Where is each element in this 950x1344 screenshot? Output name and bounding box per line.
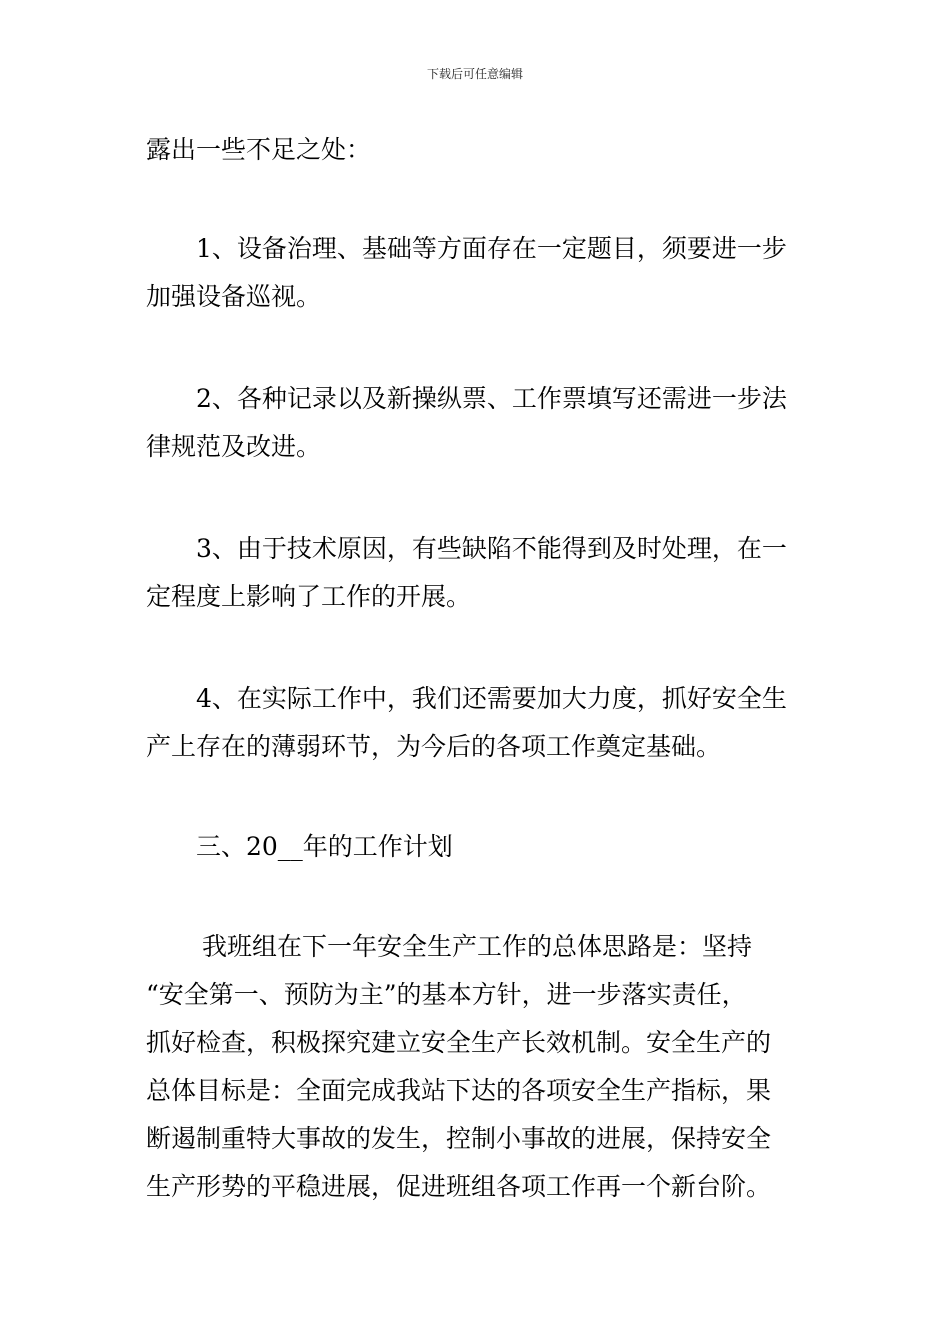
text-line: 2、各种记录以及新操纵票、工作票填写还需进一步法 [196,384,787,413]
text-line: 定程度上影响了工作的开展。 [146,582,472,611]
text-line: 我班组在下一年安全生产工作的总体思路是：坚持 [202,932,753,961]
text-line: 产上存在的薄弱环节，为今后的各项工作奠定基础。 [146,732,722,761]
text-line: 加强设备巡视。 [146,282,322,311]
text-line: 4、在实际工作中，我们还需要加大力度，抓好安全生 [196,684,787,713]
text-line: 总体目标是：全面完成我站下达的各项安全生产指标，果 [146,1076,772,1105]
section-heading [146,823,810,871]
text-line: 露出一些不足之处： [146,135,372,164]
paragraph-item-2 [146,375,810,471]
text-line: 3、由于技术原因，有些缺陷不能得到及时处理，在一 [196,534,787,563]
heading-text: 三、20__年的工作计划 [196,832,453,861]
paragraph-intro [146,126,810,174]
page-header: 下载后可任意编辑 [426,67,523,81]
text-line: “安全第一、预防为主”的基本方针，进一步落实责任， [146,980,747,1009]
text-line: 律规范及改进。 [146,432,322,461]
text-line: 1、设备治理、基础等方面存在一定题目，须要进一步 [196,234,787,263]
text-line: 生产形势的平稳进展，促进班组各项工作再一个新台阶。 [146,1172,772,1201]
text-line: 抓好检查，积极探究建立安全生产长效机制。安全生产的 [146,1028,772,1057]
text-line: 断遏制重特大事故的发生，控制小事故的进展，保持安全 [146,1124,772,1153]
paragraph-item-3 [146,525,810,621]
paragraph-item-1 [146,225,810,321]
paragraph-plan [146,923,810,1211]
paragraph-item-4 [146,675,810,771]
